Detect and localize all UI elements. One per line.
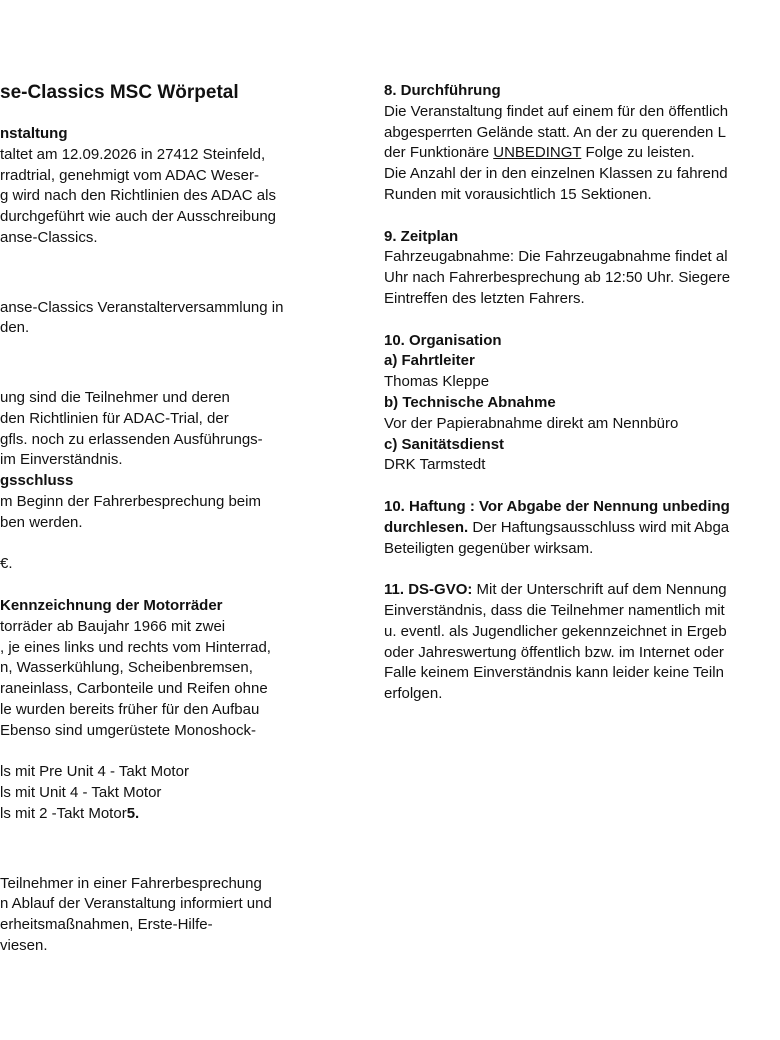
spacer (384, 559, 730, 580)
text-line: Beteiligten gegenüber wirksam. (384, 539, 594, 557)
text-line: durchgeführt wie auch der Ausschreibung (0, 208, 277, 226)
spacer (0, 575, 283, 596)
text-fragment: Folge zu leisten. (581, 144, 695, 162)
text-line: den. (0, 319, 30, 337)
text-line: im Einverständnis. (0, 451, 123, 469)
text-line: , je eines links und rechts vom Hinterrad, (0, 638, 271, 656)
text-line: Einverständnis, dass die Teilnehmer namentlich mit (384, 601, 725, 619)
sub-heading: a) Fahrtleiter (384, 352, 475, 370)
text-line: ben werden. (0, 513, 83, 531)
left-column (0, 80, 283, 957)
text-line: oder Jahreswertung öffentlich bzw. im Internet oder (384, 643, 724, 661)
text-line (0, 804, 283, 825)
text-line: torräder ab Baujahr 1966 mit zwei (0, 617, 226, 635)
section-heading: 9. Zeitplan (384, 227, 459, 245)
sub-heading: c) Sanitätsdienst (384, 435, 505, 453)
text-line: raneinlass, Carbonteile und Reifen ohne (0, 680, 268, 698)
text-line (384, 143, 730, 164)
section-heading: 10. Organisation (384, 331, 502, 349)
spacer (0, 825, 283, 853)
text-line: Die Veranstaltung findet auf einem für den öffentlich (384, 102, 729, 120)
section-heading: nstaltung (0, 125, 68, 142)
text-line: Teilnehmer in einer Fahrerbesprechung (0, 874, 262, 892)
text-line: anse-Classics Veranstalterversammlung in (0, 298, 284, 316)
text-fragment: Der Haftungsausschluss wird mit Abga (468, 518, 730, 536)
text-line: Thomas Kleppe (384, 373, 490, 391)
text-fragment-bold: durchlesen. (384, 518, 469, 536)
text-line: den Richtlinien für ADAC-Trial, der (0, 409, 229, 427)
text-line: Vor der Papierabnahme direkt am Nennbüro (384, 414, 679, 432)
section-heading: Kennzeichnung der Motorräder (0, 596, 223, 614)
text-line: Fahrzeugabnahme: Die Fahrzeugabnahme findet al (384, 248, 728, 266)
spacer (0, 339, 283, 367)
spacer (0, 277, 283, 298)
text-line: ung sind die Teilnehmer und deren (0, 388, 230, 406)
right-column (384, 81, 730, 705)
text-line (384, 518, 730, 539)
text-line: gfls. noch zu erlassenden Ausführungs- (0, 430, 263, 448)
text-line: viesen. (0, 936, 48, 954)
text-line: abgesperrten Gelände statt. An der zu querenden L (384, 123, 726, 141)
spacer (0, 853, 283, 874)
text-line: u. eventl. als Jugendlicher gekennzeichnet in Ergeb (384, 622, 727, 640)
spacer (384, 310, 730, 331)
section-heading: 10. Haftung : Vor Abgabe der Nennung unbeding (384, 497, 730, 515)
text-line: DRK Tarmstedt (384, 456, 486, 474)
text-line: n, Wasserkühlung, Scheibenbremsen, (0, 659, 253, 677)
text-line: g wird nach den Richtlinien des ADAC als (0, 187, 276, 205)
spacer (0, 534, 283, 555)
section-heading: gsschluss (0, 472, 74, 490)
text-line: Die Anzahl der in den einzelnen Klassen zu fahrend (384, 165, 728, 183)
text-line: erheitsmaßnahmen, Erste-Hilfe- (0, 916, 213, 934)
text-line: Uhr nach Fahrerbesprechung ab 12:50 Uhr. Siegere (384, 269, 731, 287)
text-line: taltet am 12.09.2026 in 27412 Steinfeld, (0, 145, 266, 163)
sub-heading: b) Technische Abnahme (384, 393, 556, 411)
text-fragment: der Funktionäre (384, 144, 494, 162)
spacer (384, 206, 730, 227)
section-heading: 11. DS-GVO: (384, 581, 473, 599)
text-line: €. (0, 555, 13, 573)
text-line: ls mit Pre Unit 4 - Takt Motor (0, 763, 189, 781)
text-line: rradtrial, genehmigt vom ADAC Weser- (0, 166, 259, 184)
text-line: ls mit Unit 4 - Takt Motor (0, 784, 162, 802)
spacer (0, 742, 283, 763)
text-line: Falle keinem Einverständnis kann leider keine Teiln (384, 664, 724, 682)
text-line: anse-Classics. (0, 228, 98, 246)
text-line: n Ablauf der Veranstaltung informiert und (0, 895, 272, 913)
text-fragment-bold: 5. (126, 804, 140, 822)
text-line: Runden mit vorausichtlich 15 Sektionen. (384, 185, 652, 203)
text-line: erfolgen. (384, 685, 443, 703)
text-line: Ebenso sind umgerüstete Monoshock- (0, 721, 256, 739)
text-line (384, 580, 730, 601)
underlined-word: UNBEDINGT (493, 144, 582, 162)
text-fragment: Mit der Unterschrift auf dem Nennung (472, 581, 727, 599)
text-line: m Beginn der Fahrerbesprechung beim (0, 492, 261, 510)
spacer (0, 249, 283, 277)
section-heading: 8. Durchführung (384, 82, 501, 99)
text-line: Eintreffen des letzten Fahrers. (384, 289, 585, 307)
spacer (0, 106, 283, 124)
spacer (384, 476, 730, 497)
text-fragment: ls mit 2 -Takt Motor (0, 804, 127, 822)
text-line: le wurden bereits früher für den Aufbau (0, 700, 260, 718)
document-title: se-Classics MSC Wörpetal (0, 82, 239, 103)
spacer (0, 367, 283, 388)
